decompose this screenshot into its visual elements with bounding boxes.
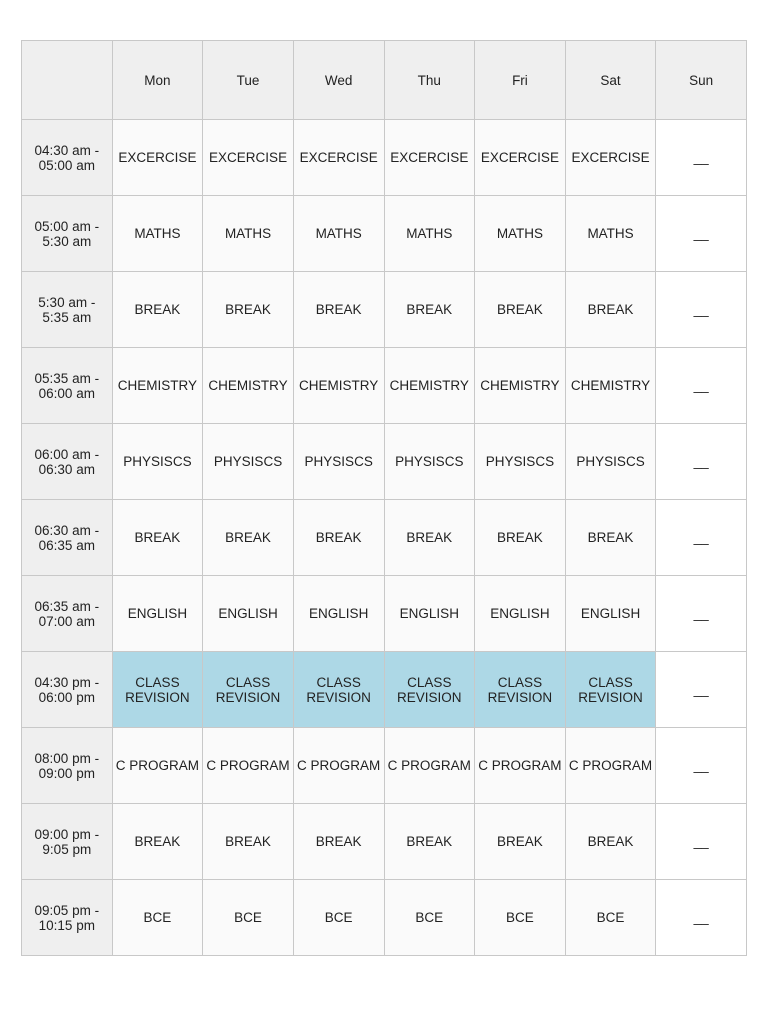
day-header-wed: Wed: [293, 41, 384, 120]
activity-cell-sun: __: [656, 728, 747, 804]
activity-cell-mon: C PROGRAM: [112, 728, 203, 804]
activity-cell-sat: BREAK: [565, 804, 656, 880]
activity-cell-mon: ENGLISH: [112, 576, 203, 652]
activity-cell-sat: BREAK: [565, 272, 656, 348]
activity-cell-mon: BREAK: [112, 500, 203, 576]
activity-cell-tue: C PROGRAM: [203, 728, 294, 804]
activity-cell-sun: __: [656, 576, 747, 652]
table-row: [22, 424, 747, 500]
table-row: [22, 576, 747, 652]
day-header-sun: Sun: [656, 41, 747, 120]
activity-cell-fri: BREAK: [475, 500, 566, 576]
activity-cell-wed: BREAK: [293, 500, 384, 576]
activity-cell-sat: ENGLISH: [565, 576, 656, 652]
activity-cell-fri: BREAK: [475, 804, 566, 880]
activity-cell-sun: __: [656, 804, 747, 880]
activity-cell-thu: CLASS REVISION: [384, 652, 475, 728]
time-slot-cell: 05:35 am - 06:00 am: [22, 348, 113, 424]
table-row: [22, 272, 747, 348]
day-header-thu: Thu: [384, 41, 475, 120]
activity-cell-fri: C PROGRAM: [475, 728, 566, 804]
activity-cell-thu: BREAK: [384, 272, 475, 348]
activity-cell-fri: CLASS REVISION: [475, 652, 566, 728]
activity-cell-tue: BREAK: [203, 272, 294, 348]
activity-cell-wed: MATHS: [293, 196, 384, 272]
activity-cell-tue: MATHS: [203, 196, 294, 272]
time-slot-cell: 06:00 am - 06:30 am: [22, 424, 113, 500]
activity-cell-tue: EXCERCISE: [203, 120, 294, 196]
activity-cell-sun: __: [656, 424, 747, 500]
activity-cell-sun: __: [656, 348, 747, 424]
activity-cell-fri: ENGLISH: [475, 576, 566, 652]
time-slot-cell: 04:30 pm - 06:00 pm: [22, 652, 113, 728]
activity-cell-wed: CLASS REVISION: [293, 652, 384, 728]
time-slot-cell: 09:05 pm - 10:15 pm: [22, 880, 113, 956]
table-row: [22, 880, 747, 956]
activity-cell-fri: MATHS: [475, 196, 566, 272]
activity-cell-sun: __: [656, 272, 747, 348]
activity-cell-fri: PHYSISCS: [475, 424, 566, 500]
activity-cell-wed: EXCERCISE: [293, 120, 384, 196]
activity-cell-sat: MATHS: [565, 196, 656, 272]
activity-cell-fri: BREAK: [475, 272, 566, 348]
timetable-header: [22, 41, 747, 120]
table-row: [22, 120, 747, 196]
activity-cell-tue: PHYSISCS: [203, 424, 294, 500]
activity-cell-sun: __: [656, 500, 747, 576]
time-slot-cell: 05:00 am - 5:30 am: [22, 196, 113, 272]
activity-cell-mon: BREAK: [112, 804, 203, 880]
activity-cell-mon: BREAK: [112, 272, 203, 348]
table-row: [22, 652, 747, 728]
time-slot-cell: 5:30 am - 5:35 am: [22, 272, 113, 348]
time-slot-cell: 04:30 am - 05:00 am: [22, 120, 113, 196]
activity-cell-sun: __: [656, 120, 747, 196]
table-row: [22, 500, 747, 576]
table-row: [22, 348, 747, 424]
activity-cell-mon: CLASS REVISION: [112, 652, 203, 728]
table-row: [22, 196, 747, 272]
activity-cell-sat: BREAK: [565, 500, 656, 576]
corner-cell: [22, 41, 113, 120]
activity-cell-thu: PHYSISCS: [384, 424, 475, 500]
activity-cell-tue: CLASS REVISION: [203, 652, 294, 728]
activity-cell-mon: CHEMISTRY: [112, 348, 203, 424]
activity-cell-sat: C PROGRAM: [565, 728, 656, 804]
activity-cell-wed: BREAK: [293, 804, 384, 880]
day-header-fri: Fri: [475, 41, 566, 120]
activity-cell-wed: BCE: [293, 880, 384, 956]
activity-cell-tue: ENGLISH: [203, 576, 294, 652]
timetable: [21, 40, 747, 956]
timetable-body: [22, 120, 747, 956]
activity-cell-mon: PHYSISCS: [112, 424, 203, 500]
activity-cell-thu: MATHS: [384, 196, 475, 272]
activity-cell-mon: EXCERCISE: [112, 120, 203, 196]
activity-cell-wed: PHYSISCS: [293, 424, 384, 500]
activity-cell-tue: CHEMISTRY: [203, 348, 294, 424]
activity-cell-sun: __: [656, 880, 747, 956]
activity-cell-wed: BREAK: [293, 272, 384, 348]
day-header-tue: Tue: [203, 41, 294, 120]
time-slot-cell: 09:00 pm - 9:05 pm: [22, 804, 113, 880]
time-slot-cell: 08:00 pm - 09:00 pm: [22, 728, 113, 804]
activity-cell-fri: BCE: [475, 880, 566, 956]
activity-cell-thu: CHEMISTRY: [384, 348, 475, 424]
activity-cell-wed: ENGLISH: [293, 576, 384, 652]
day-header-mon: Mon: [112, 41, 203, 120]
activity-cell-sat: CHEMISTRY: [565, 348, 656, 424]
day-header-sat: Sat: [565, 41, 656, 120]
activity-cell-fri: EXCERCISE: [475, 120, 566, 196]
activity-cell-mon: MATHS: [112, 196, 203, 272]
table-row: [22, 728, 747, 804]
header-row: [22, 41, 747, 120]
activity-cell-sat: BCE: [565, 880, 656, 956]
time-slot-cell: 06:35 am - 07:00 am: [22, 576, 113, 652]
activity-cell-tue: BCE: [203, 880, 294, 956]
activity-cell-thu: BREAK: [384, 804, 475, 880]
activity-cell-sun: __: [656, 196, 747, 272]
activity-cell-sat: CLASS REVISION: [565, 652, 656, 728]
activity-cell-sun: __: [656, 652, 747, 728]
activity-cell-thu: BREAK: [384, 500, 475, 576]
activity-cell-mon: BCE: [112, 880, 203, 956]
time-slot-cell: 06:30 am - 06:35 am: [22, 500, 113, 576]
table-row: [22, 804, 747, 880]
activity-cell-wed: C PROGRAM: [293, 728, 384, 804]
activity-cell-sat: EXCERCISE: [565, 120, 656, 196]
activity-cell-sat: PHYSISCS: [565, 424, 656, 500]
activity-cell-thu: ENGLISH: [384, 576, 475, 652]
activity-cell-thu: C PROGRAM: [384, 728, 475, 804]
activity-cell-tue: BREAK: [203, 804, 294, 880]
activity-cell-tue: BREAK: [203, 500, 294, 576]
activity-cell-fri: CHEMISTRY: [475, 348, 566, 424]
activity-cell-wed: CHEMISTRY: [293, 348, 384, 424]
activity-cell-thu: EXCERCISE: [384, 120, 475, 196]
activity-cell-thu: BCE: [384, 880, 475, 956]
